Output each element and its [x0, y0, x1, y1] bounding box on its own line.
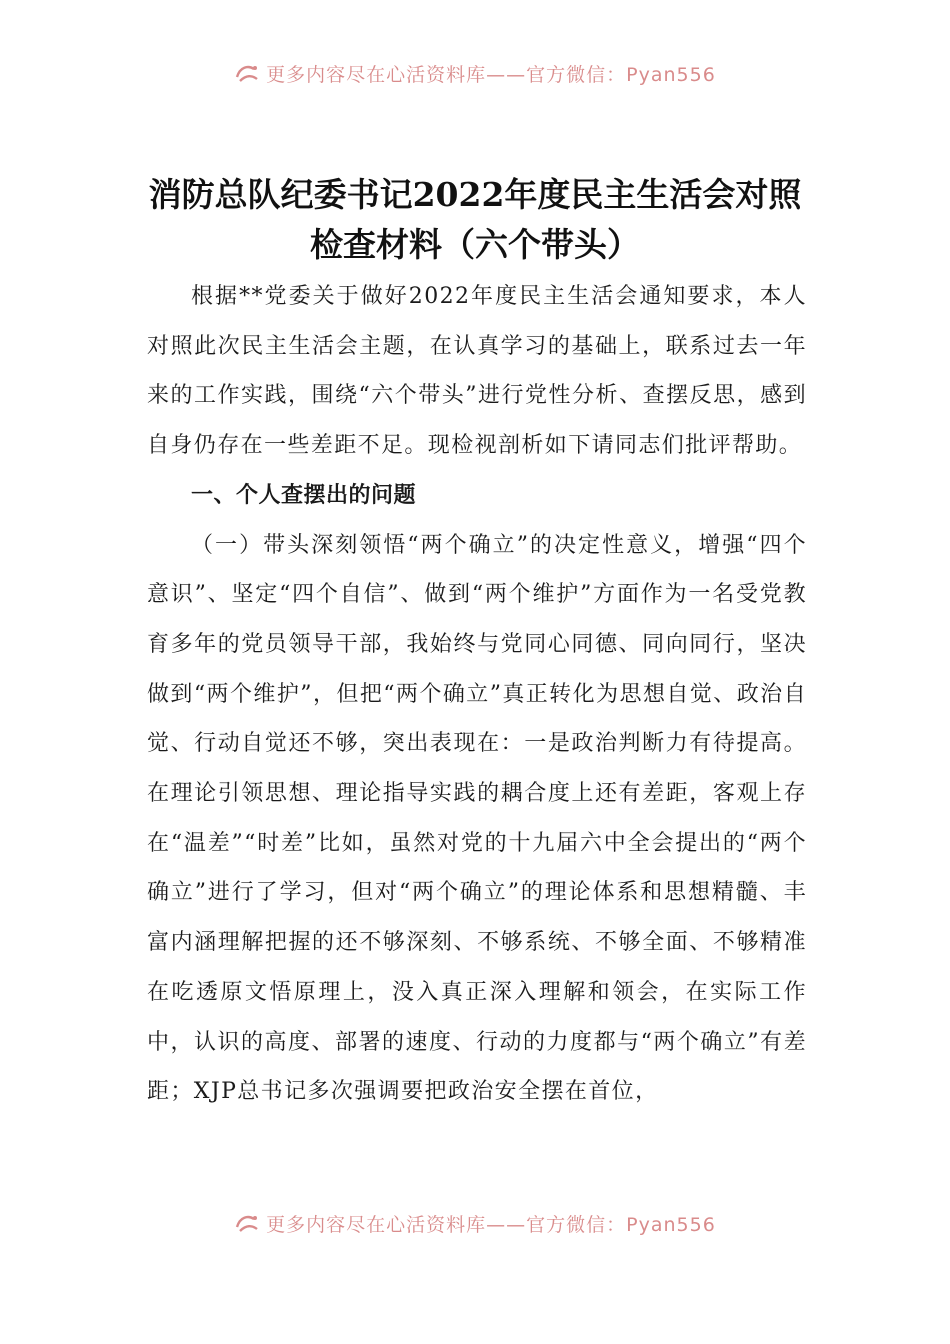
intro-paragraph: 根据**党委关于做好2022年度民主生活会通知要求，本人对照此次民主生活会主题，在认真学习的基础上，联系过去一年来的工作实践，围绕“六个带头”进行党性分析、查摆反思，感到自身仍存在一些差距不足。现检视剖析如下请同志们批评帮助。 [147, 284, 807, 459]
watermark-footer [0, 1210, 950, 1237]
document-body [147, 272, 807, 1117]
section-heading: 一、个人查摆出的问题 [191, 482, 417, 508]
body-paragraph: （一）带头深刻领悟“两个确立”的决定性意义，增强“四个意识”、坚定“四个自信”、做到“两个维护”方面作为一名受党教育多年的党员领导干部，我始终与党同心同德、同向同行，坚决做到“两个维护”，但把“两个确立”真正转化为思想自觉、政治自觉、行动自觉还不够，突出表现在：一是政治判断力有待提高。在理论引领思想、理论指导实践的耦合度上还有差距，客观上存在“温差”“时差”比如，虽然对党的十九届六中全会提出的“两个确立”进行了学习，但对“两个确立”的理论体系和思想精髓、丰富内涵理解把握的还不够深刻、不够系统、不够全面、不够精准在吃透原文悟原理上，没入真正深入理解和领会，在实际工作中，认识的高度、部署的速度、行动的力度都与“两个确立”有差距；XJP总书记多次强调要把政治安全摆在首位， [147, 532, 807, 1105]
watermark-header [0, 60, 950, 87]
watermark-text: 更多内容尽在心活资料库——官方微信：Pyan556 [266, 64, 716, 86]
watermark-logo-icon [234, 1213, 260, 1235]
watermark-text: 更多内容尽在心活资料库——官方微信：Pyan556 [266, 1214, 716, 1236]
watermark-logo-icon [234, 63, 260, 85]
document-title: 消防总队纪委书记2022年度民主生活会对照检查材料（六个带头） [148, 175, 802, 264]
